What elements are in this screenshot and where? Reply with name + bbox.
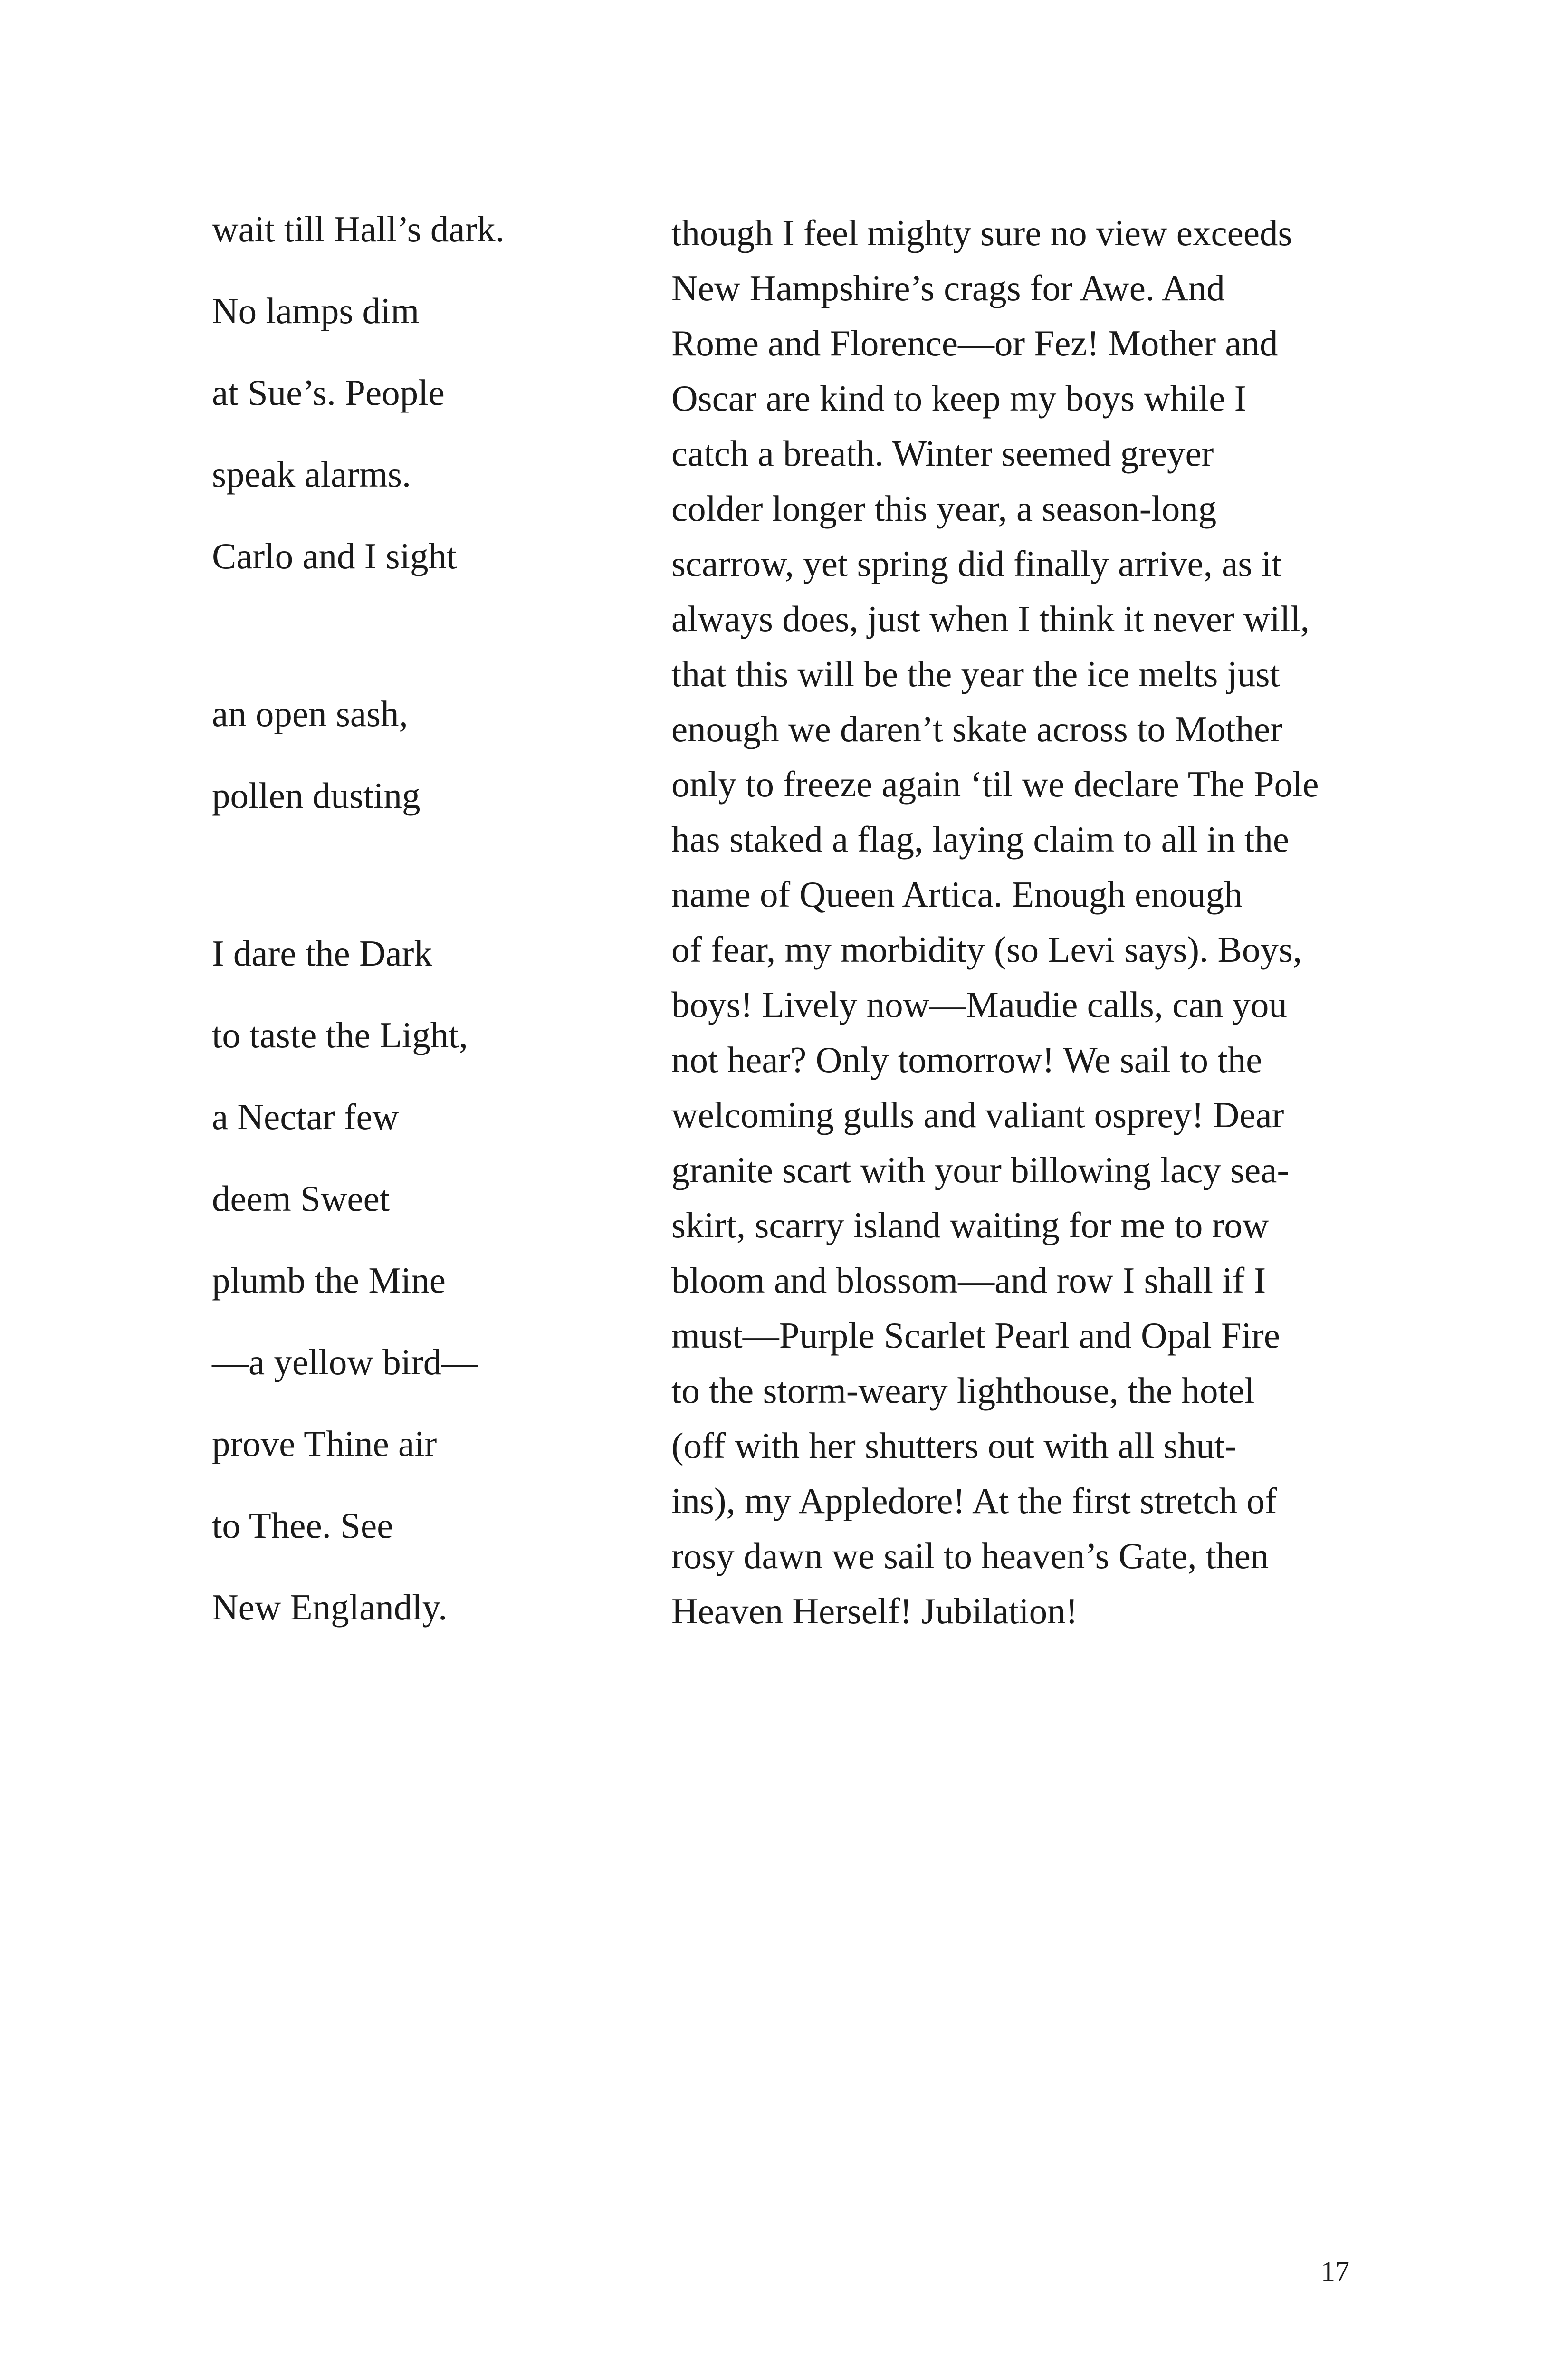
stanza-break [212,614,640,690]
prose-line: New Hampshire’s crags for Awe. And [671,268,1225,308]
prose-line: has staked a flag, laying claim to all in the [671,819,1290,860]
prose-line: ins), my Appledore! At the first stretch of [671,1480,1277,1521]
stanza-2 [212,690,640,819]
prose-line: rosy dawn we sail to heaven’s Gate, then [671,1535,1269,1576]
prose-column [671,205,1375,1638]
stanza-3 [212,929,640,1631]
poem-line: deem Sweet [212,1178,390,1219]
poem-line: New Englandly. [212,1587,448,1628]
prose-line: scarrow, yet spring did finally arrive, as it [671,543,1282,584]
poem-line: at Sue’s. People [212,372,445,413]
prose-line: welcoming gulls and valiant osprey! Dear [671,1094,1284,1135]
poem-line: —a yellow bird— [212,1341,478,1382]
poem-line: pollen dusting [212,775,421,816]
prose-line: name of Queen Artica. Enough enough [671,874,1243,915]
prose-line: (off with her shutters out with all shut- [671,1425,1237,1466]
poem-line: plumb the Mine [212,1260,446,1301]
prose-line: that this will be the year the ice melts just [671,653,1280,694]
prose-line: Oscar are kind to keep my boys while I [671,378,1247,419]
poem-line: prove Thine air [212,1423,437,1464]
poem-line: to taste the Light, [212,1015,468,1055]
prose-line: to the storm-weary lighthouse, the hotel [671,1370,1255,1411]
page-number: 17 [1321,2256,1349,2287]
poem-line: a Nectar few [212,1096,399,1137]
poem-line: speak alarms. [212,454,411,495]
prose-line: Rome and Florence—or Fez! Mother and [671,323,1278,364]
prose-line: Heaven Herself! Jubilation! [671,1590,1078,1631]
poem-line: an open sash, [212,693,408,734]
prose-line: boys! Lively now—Maudie calls, can you [671,984,1287,1025]
prose-line: must—Purple Scarlet Pearl and Opal Fire [671,1315,1280,1356]
prose-line: of fear, my morbidity (so Levi says). Boys, [671,929,1302,970]
poem-line: No lamps dim [212,290,420,331]
prose-line: bloom and blossom—and row I shall if I [671,1260,1266,1301]
prose-line: enough we daren’t skate across to Mother [671,709,1282,749]
prose-line: always does, just when I think it never will, [671,598,1310,639]
poem-column [212,205,640,1665]
poem-line: I dare the Dark [212,933,432,974]
poem-line: wait till Hall’s dark. [212,209,505,249]
stanza-break [212,853,640,929]
prose-line: granite scart with your billowing lacy sea- [671,1150,1290,1190]
prose-line: though I feel mighty sure no view exceeds [671,212,1292,253]
prose-line: skirt, scarry island waiting for me to row [671,1205,1269,1245]
stanza-1 [212,205,640,580]
poem-line: to Thee. See [212,1505,393,1546]
poem-line: Carlo and I sight [212,536,457,576]
prose-line: not hear? Only tomorrow! We sail to the [671,1039,1262,1080]
prose-line: only to freeze again ‘til we declare The Pole [671,764,1319,805]
prose-line: catch a breath. Winter seemed greyer [671,433,1214,474]
prose-line: colder longer this year, a season-long [671,488,1217,529]
